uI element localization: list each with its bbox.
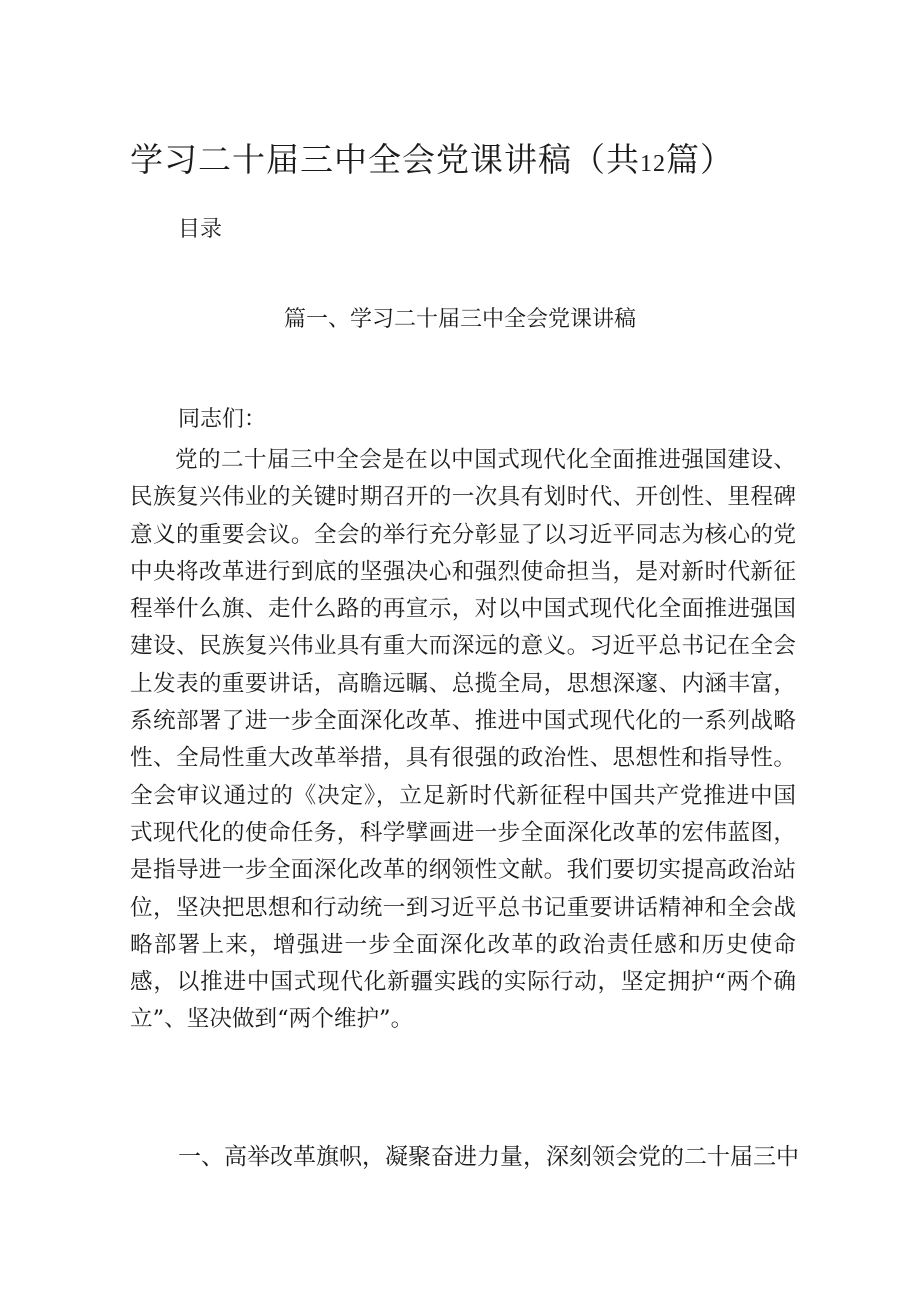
document-title: [130, 135, 830, 189]
document-title-prefix: 学习二十届三中全会党课讲稿（共: [130, 140, 640, 179]
document-title-number: 12: [640, 151, 666, 177]
section-title: 篇一、学习二十届三中全会党课讲稿: [283, 307, 636, 332]
section-heading-one: 一、高举改革旗帜，凝聚奋进力量，深刻领会党的二十届三中: [178, 1144, 799, 1170]
body-paragraph: 党的二十届三中全会是在以中国式现代化全面推进强国建设、民族复兴伟业的关键时期召开的一次具有划时代、开创性、里程碑意义的重要会议。全会的举行充分彰显了以习近平同志为核心的党中央将改革进行到底的坚强决心和强烈使命担当，是对新时代新征程举什么旗、走什么路的再宣示，对以中国式现代化全面推进强国建设、民族复兴伟业具有重大而深远的意义。习近平总书记在全会上发表的重要讲话，高瞻远瞩、总揽全局，思想深邃、内涵丰富，系统部署了进一步全面深化改革、推进中国式现代化的一系列战略性、全局性重大改革举措，具有很强的政治性、思想性和指导性。全会审议通过的《决定》，立足新时代新征程中国共产党推进中国式现代化的使命任务，科学擘画进一步全面深化改革的宏伟蓝图，是指导进一步全面深化改革的纲领性文献。我们要切实提高政治站位，坚决把思想和行动统一到习近平总书记重要讲话精神和全会战略部署上来，增强进一步全面深化改革的政治责任感和历史使命感，以推进中国式现代化新疆实践的实际行动，坚定拥护“两个确立”、坚决做到“两个维护”。: [130, 447, 796, 1033]
toc-label: 目录: [178, 217, 223, 242]
salutation: 同志们：: [178, 407, 267, 432]
document-title-suffix: 篇）: [666, 140, 734, 179]
